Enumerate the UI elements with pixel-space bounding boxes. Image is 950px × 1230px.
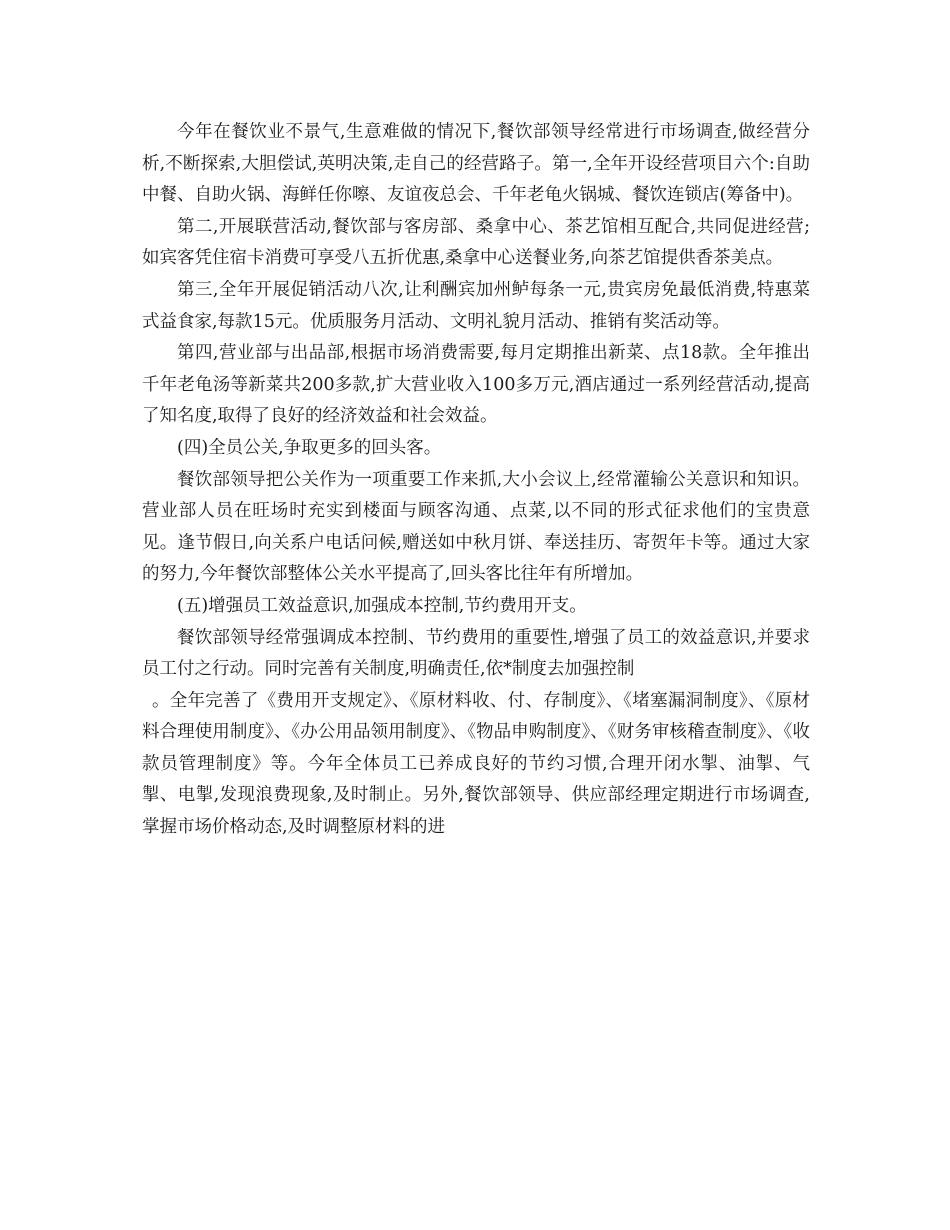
section-heading-public-relations: (四)全员公关,争取更多的回头客。: [177, 437, 442, 458]
paragraph-public-relations: 餐饮部领导把公关作为一项重要工作来抓,大小会议上,经常灌输公关意识和知识。营业部人员在旺场时充实到楼面与顾客沟通、点菜,以不同的形式征求他们的宝贵意见。逢节假日,向关系户电话问候,赠送如中秋月饼、奉送挂历、寄贺年卡等。通过大家的努力,今年餐饮部整体公关水平提高了,回头客比往年有所增加。: [142, 469, 810, 585]
paragraph-new-dishes: 第四,营业部与出品部,根据市场消费需要,每月定期推出新菜、点18款。全年推出千年老龟汤等新菜共200多款,扩大营业收入100多万元,酒店通过一系列经营活动,提高了知名度,取得了良好的经济效益和社会效益。: [142, 343, 810, 427]
paragraph-joint-operations: 第二,开展联营活动,餐饮部与客房部、桑拿中心、茶艺馆相互配合,共同促进经营;如宾客凭住宿卡消费可享受八五折优惠,桑拿中心送餐业务,向茶艺馆提供香茶美点。: [142, 216, 810, 269]
paragraph-promotions: 第三,全年开展促销活动八次,让利酬宾加州鲈每条一元,贵宾房免最低消费,特惠菜式益食家,每款15元。优质服务月活动、文明礼貌月活动、推销有奖活动等。: [142, 279, 810, 332]
section-heading-cost-control: (五)增强员工效益意识,加强成本控制,节约费用开支。: [177, 595, 587, 616]
paragraph-operations: 今年在餐饮业不景气,生意难做的情况下,餐饮部领导经常进行市场调查,做经营分析,不断探索,大胆偿试,英明决策,走自己的经营路子。第一,全年开设经营项目六个:自助中餐、自助火锅、海鲜任你嚓、友谊夜总会、千年老龟火锅城、餐饮连锁店(筹备中)。: [142, 122, 810, 206]
paragraph-cost-control: 餐饮部领导经常强调成本控制、节约费用的重要性,增强了员工的效益意识,并要求员工付之行动。同时完善有关制度,明确责任,依*制度去加强控制: [142, 627, 810, 680]
paragraph-regulations: 。全年完善了《费用开支规定》、《原材料收、付、存制度》、《堵塞漏洞制度》、《原材料合理使用制度》、《办公用品领用制度》、《物品申购制度》、《财务审核稽查制度》、《收款员管理制度》等。今年全体员工已养成良好的节约习惯,合理开闭水掣、油掣、气掣、电掣,发现浪费现象,及时制止。另外,餐饮部领导、供应部经理定期进行市场调查,掌握市场价格动态,及时调整原材料的进: [142, 690, 810, 838]
document-body: [142, 117, 810, 844]
